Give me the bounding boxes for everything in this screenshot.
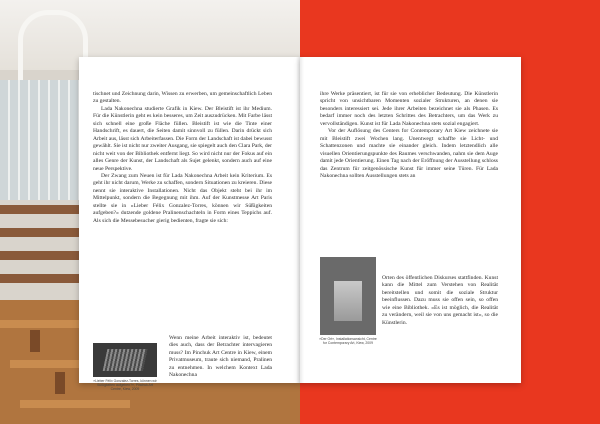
paragraph: Der Zwang zum Neuen ist für Lada Nakonechna Arbeit kein Kriterium. Es geht ihr nicht darum, Werke zu schaffen, sondern Situationen zu kreieren. Diese nennt sie interaktive Installationen. Nicht das Objekt steht bei ihr im Mittelpunkt, sondern die Begegnung mit ihm. Auf der Kunstmesse Art Paris stellte sie in »Lieber Félix Gonzalez-Torres, können wir Süßigkeiten aufgeben?« dutzende goldene Pralinenschachteln in Form eines Teppichs auf. Als sich die Messebesucher gierig bedienten, fragte sie sich:	[93, 172, 272, 224]
library-windows	[0, 80, 80, 200]
reading-table	[20, 400, 130, 408]
left-page	[79, 57, 300, 392]
paragraph: ihre Werke präsentiert, ist für sie von erheblicher Bedeutung. Die Künstlerin spricht von unsichtbaren Momenten sozialer Strukturen, an denen sie besonders interessiert sei. Jede ihrer Arbeiten bezeichnet sie als Phasen. Es bedarf immer noch des letzten Schrittes des Betrachters, um das Werk zu vervollständigen. Kunst ist für Lada Nakonechna stets sozial engagiert.	[320, 91, 498, 127]
right-wrap-text	[382, 275, 498, 327]
bookshelf	[0, 251, 80, 260]
book-gutter	[296, 57, 304, 383]
right-body-text	[320, 91, 498, 180]
left-wrap-text	[169, 335, 272, 380]
bookshelf	[0, 228, 80, 237]
right-page	[300, 57, 521, 383]
bookshelf	[0, 274, 80, 283]
installation-image	[320, 257, 376, 335]
paragraph: Vor der Auflösung des Centers for Contemporary Art Kiew zeichnete sie mit Bleistift zwei Wochen lang. Unentwegt schaffte sie Licht- und Schattenzonen und machte sie einander gleich. Indem letztendlich alle visuellen Orientierungspunkte des Raumes verschwanden, nahm sie dem Auge damit jede Orientierung. Einen Tag nach der Eröffnung der Ausstellung schloss das Zentrum für zeitgenössische Kunst für immer seine Türen. Für Lada Nakonechna sollten Ausstellungen stets an	[320, 128, 498, 179]
paragraph: tischnet und Zeichnung darin, Wissen zu erwerben, um gemeinschaftlich Leben zu gestalten.	[93, 91, 272, 105]
image-caption: »Der Ort«, Installationsansicht, Centre for Contemporary Art, Kiew, 2009	[319, 337, 377, 346]
paragraph: Orten des öffentlichen Diskurses stattfinden. Kunst kann die Mittel zum Verstehen von Realität bereitstellen und somit die soziale Struktur beeinflussen. Dazu muss sie offen sein, so offen wie eine Bibliothek. »Es ist möglich, die Realität zu verändern, weil sie von uns gemacht ist«, so die Künstlerin.	[382, 275, 498, 326]
paragraph: Lada Nakonechna studierte Grafik in Kiew. Der Bleistift ist ihr Medium. Für die Künstlerin geht es kein besseres, um Zeit auszudrücken. Mit Farbe lässt sich schnell eine große Fläche füllen. Bleistift ist wie die Tinte einer Handschrift, es dauert, die Seiten damit sinnvoll zu füllen. Darin drückt sich Arbeit aus, lässt sich Arbeiterfassen. Die Form der Landschaft ist dabei bewusst gewählt. Sie ist nicht nur zweiter Ausgang, sie spiegelt auch den Clara Park, der nicht weit von der Bibliothek entfernt liegt. So wird nicht nur der Fokus auf ein alles Genre der Kunst, der Landschaft als Sujet gelenkt, sondern auch auf eine neue Perspektive.	[93, 105, 272, 172]
left-body-text	[93, 91, 272, 225]
chair	[55, 372, 65, 394]
image-caption: »Lieber Félix Gonzalez-Torres, können wir Süßigkeiten aufgeben?«, Pinchuk Art Centre, Kiew, 2009	[93, 379, 157, 392]
paragraph: Wenn meine Arbeit interaktiv ist, bedeutet dies auch, dass der Betrachter intervagieren muss? Im Pinchuk Art Centre in Kiew, einem Privatmuseum, traute sich niemand, Pralinen zu entnehmen. In welchem Kontext Lada Nakonechna	[169, 335, 272, 379]
bookshelf	[0, 205, 80, 214]
reading-table	[0, 320, 80, 328]
chair	[30, 330, 40, 352]
candy-carpet-image	[93, 343, 157, 377]
